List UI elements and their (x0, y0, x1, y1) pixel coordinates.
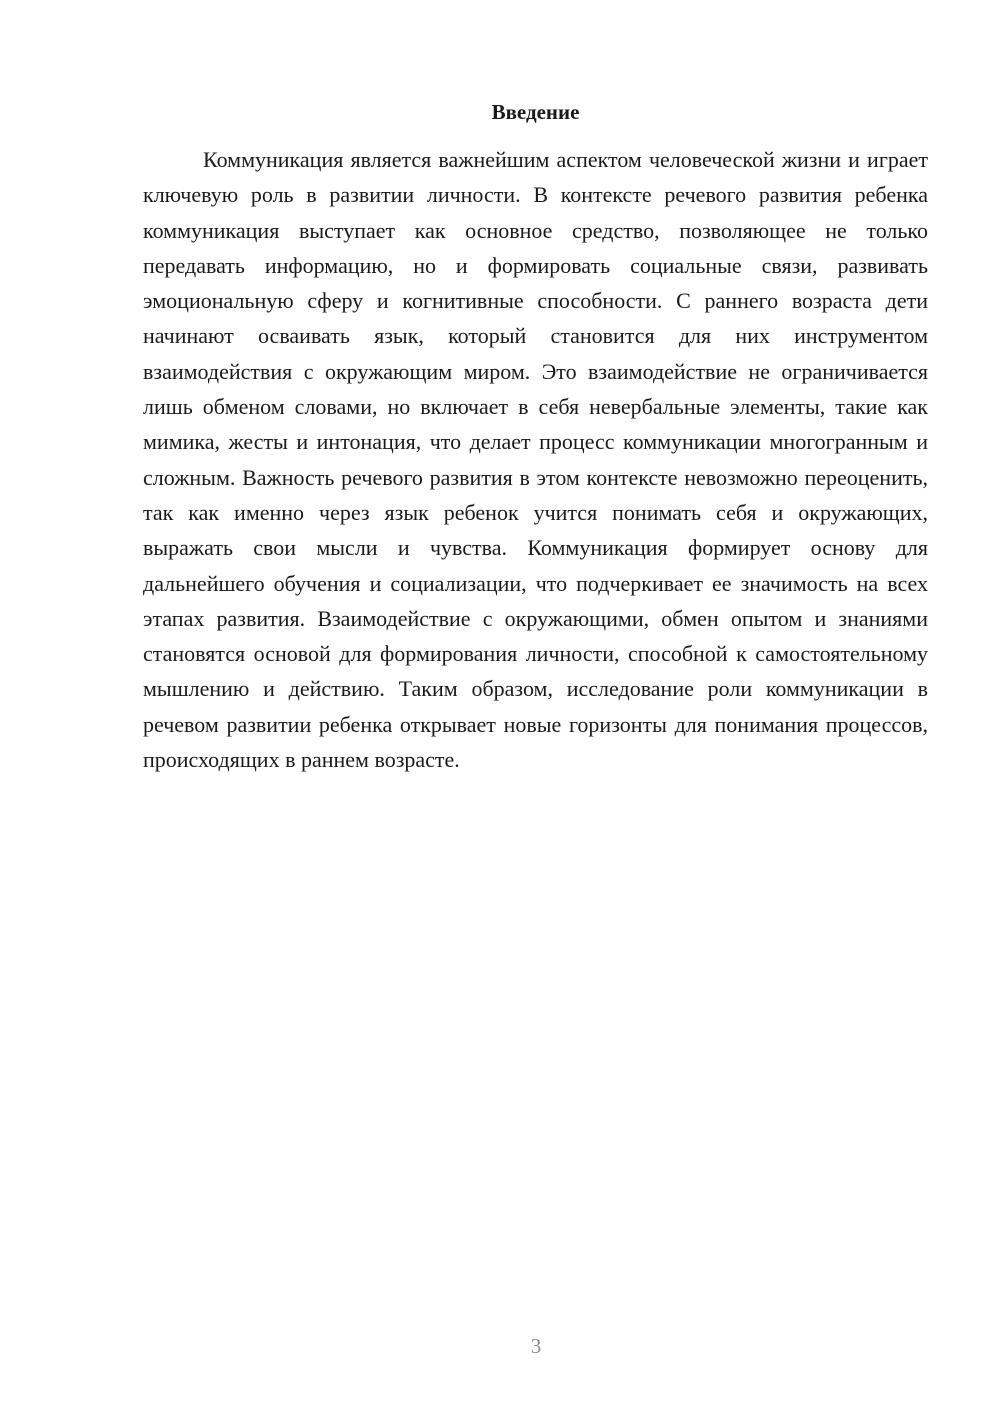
section-heading: Введение (491, 100, 580, 124)
page-number: 3 (530, 1334, 542, 1358)
body-paragraph: Коммуникация является важнейшим аспектом человеческой жизни и играет ключевую роль в развитии личности. В контексте речевого развития ребенка коммуникация выступает как основное средство, позволяющее не только передавать информацию, но и формировать социальные связи, развивать эмоциональную сферу и когнитивные способности. С раннего возраста дети начинают осваивать язык, который становится для них инструментом взаимодействия с окружающим миром. Это взаимодействие не ограничивается лишь обменом словами, но включает в себя невербальные элементы, такие как мимика, жесты и интонация, что делает процесс коммуникации многогранным и сложным. Важность речевого развития в этом контексте невозможно переоценить, так как именно через язык ребенок учится понимать себя и окружающих, выражать свои мысли и чувства. Коммуникация формирует основу для дальнейшего обучения и социализации, что подчеркивает ее значимость на всех этапах развития. Взаимодействие с окружающими, обмен опытом и знаниями становятся основой для формирования личности, способной к самостоятельному мышлению и действию. Таким образом, исследование роли коммуникации в речевом развитии ребенка открывает новые горизонты для понимания процессов, происходящих в раннем возрасте. (143, 147, 928, 773)
